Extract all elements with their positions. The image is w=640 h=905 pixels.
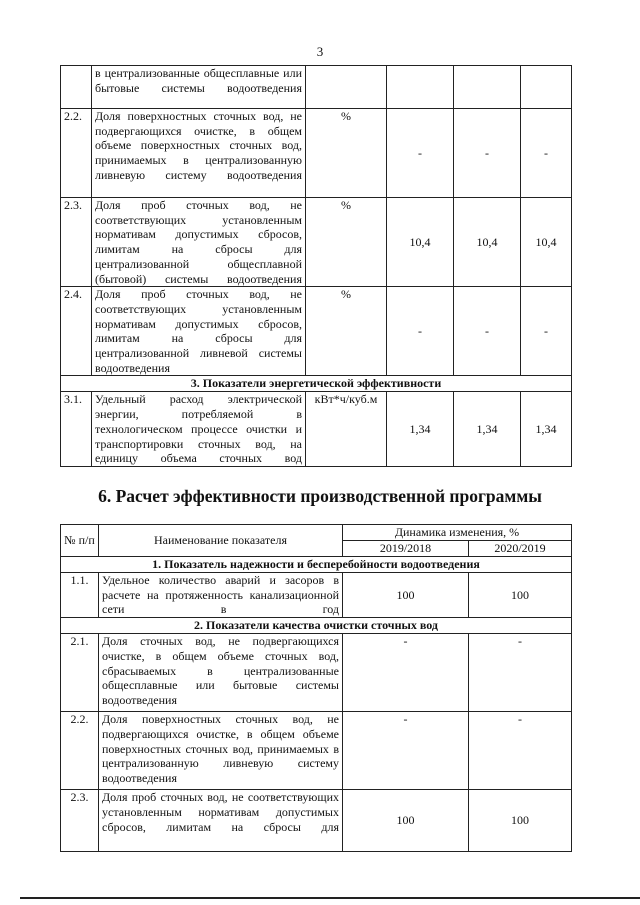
indicator-name: Доля проб сточных вод, не соответствующих установленным нормативам допустимых сбросов, лимитам на сбросы для централизованной общесплавной (бытовой) системы водоотведения [92, 198, 306, 287]
row-number: 2.1. [61, 634, 99, 712]
value: 100 [343, 573, 469, 618]
row-number: 2.3. [61, 198, 92, 287]
table-row [61, 66, 572, 109]
indicator-name: Доля поверхностных сточных вод, не подвергающихся очистке, в общем объеме поверхностных сточных вод, принимаемых в централизованную ливневую систему водоотведения [99, 712, 343, 790]
table-row [61, 790, 572, 852]
header-row [61, 525, 572, 541]
row-number: 2.2. [61, 712, 99, 790]
unit: % [306, 109, 387, 198]
value [521, 66, 572, 109]
table-row [61, 109, 572, 198]
section-heading-quality: 2. Показатели качества очистки сточных вод [61, 618, 572, 634]
indicator-name: Удельное количество аварий и засоров в расчете на протяженность канализационной сети в год [99, 573, 343, 618]
section-row [61, 557, 572, 573]
row-number [61, 66, 92, 109]
value: 1,34 [521, 392, 572, 467]
header-year-2: 2020/2019 [469, 541, 572, 557]
value: 100 [469, 790, 572, 852]
value: 10,4 [521, 198, 572, 287]
value: - [343, 634, 469, 712]
unit: кВт*ч/куб.м [306, 392, 387, 467]
table-row [61, 573, 572, 618]
value: - [454, 109, 521, 198]
value: - [454, 287, 521, 376]
value: 1,34 [387, 392, 454, 467]
value: - [343, 712, 469, 790]
indicators-table-continued [60, 65, 572, 467]
value: 100 [343, 790, 469, 852]
value: 100 [469, 573, 572, 618]
indicator-name: Доля поверхностных сточных вод, не подвергающихся очистке, в общем объеме поверхностных сточных вод, принимаемых в централизованную ливневую систему водоотведения [92, 109, 306, 198]
row-number: 1.1. [61, 573, 99, 618]
header-name: Наименование показателя [99, 525, 343, 557]
indicator-name: Доля проб сточных вод, не соответствующих установленным нормативам допустимых сбросов, лимитам на сбросы для централизованной ливневой системы водоотведения [92, 287, 306, 376]
section-heading-energy: 3. Показатели энергетической эффективности [61, 376, 572, 392]
section-heading: 6. Расчет эффективности производственной программы [98, 486, 542, 506]
indicator-name: Доля сточных вод, не подвергающихся очистке, в общем объеме сточных вод, сбрасываемых в централизованные общесплавные или бытовые системы водоотведения [99, 634, 343, 712]
unit: % [306, 287, 387, 376]
page-number: 3 [316, 44, 324, 59]
value: - [521, 287, 572, 376]
value: - [387, 287, 454, 376]
row-number: 2.2. [61, 109, 92, 198]
indicator-name: Удельный расход электрической энергии, потребляемой в технологическом процессе очистки и транспортировки сточных вод, на единицу объема сточных вод [92, 392, 306, 467]
value: - [521, 109, 572, 198]
efficiency-table [60, 524, 572, 852]
section-row [61, 618, 572, 634]
table-row [61, 634, 572, 712]
indicator-name: в централизованные общесплавные или бытовые системы водоотведения [92, 66, 306, 109]
value [387, 66, 454, 109]
unit [306, 66, 387, 109]
unit: % [306, 198, 387, 287]
row-number: 2.3. [61, 790, 99, 852]
value: - [387, 109, 454, 198]
value: 1,34 [454, 392, 521, 467]
value: 10,4 [454, 198, 521, 287]
value [454, 66, 521, 109]
header-num: № п/п [61, 525, 99, 557]
row-number: 3.1. [61, 392, 92, 467]
value: - [469, 712, 572, 790]
table-row [61, 198, 572, 287]
table-row [61, 392, 572, 467]
section-row [61, 376, 572, 392]
value: 10,4 [387, 198, 454, 287]
header-year-1: 2019/2018 [343, 541, 469, 557]
table-row [61, 287, 572, 376]
indicator-name: Доля проб сточных вод, не соответствующих установленным нормативам допустимых сбросов, лимитам на сбросы для [99, 790, 343, 852]
header-dynamics: Динамика изменения, % [343, 525, 572, 541]
value: - [469, 634, 572, 712]
table-row [61, 712, 572, 790]
page-bottom-border [20, 897, 640, 899]
row-number: 2.4. [61, 287, 92, 376]
section-heading-reliability: 1. Показатель надежности и бесперебойности водоотведения [61, 557, 572, 573]
